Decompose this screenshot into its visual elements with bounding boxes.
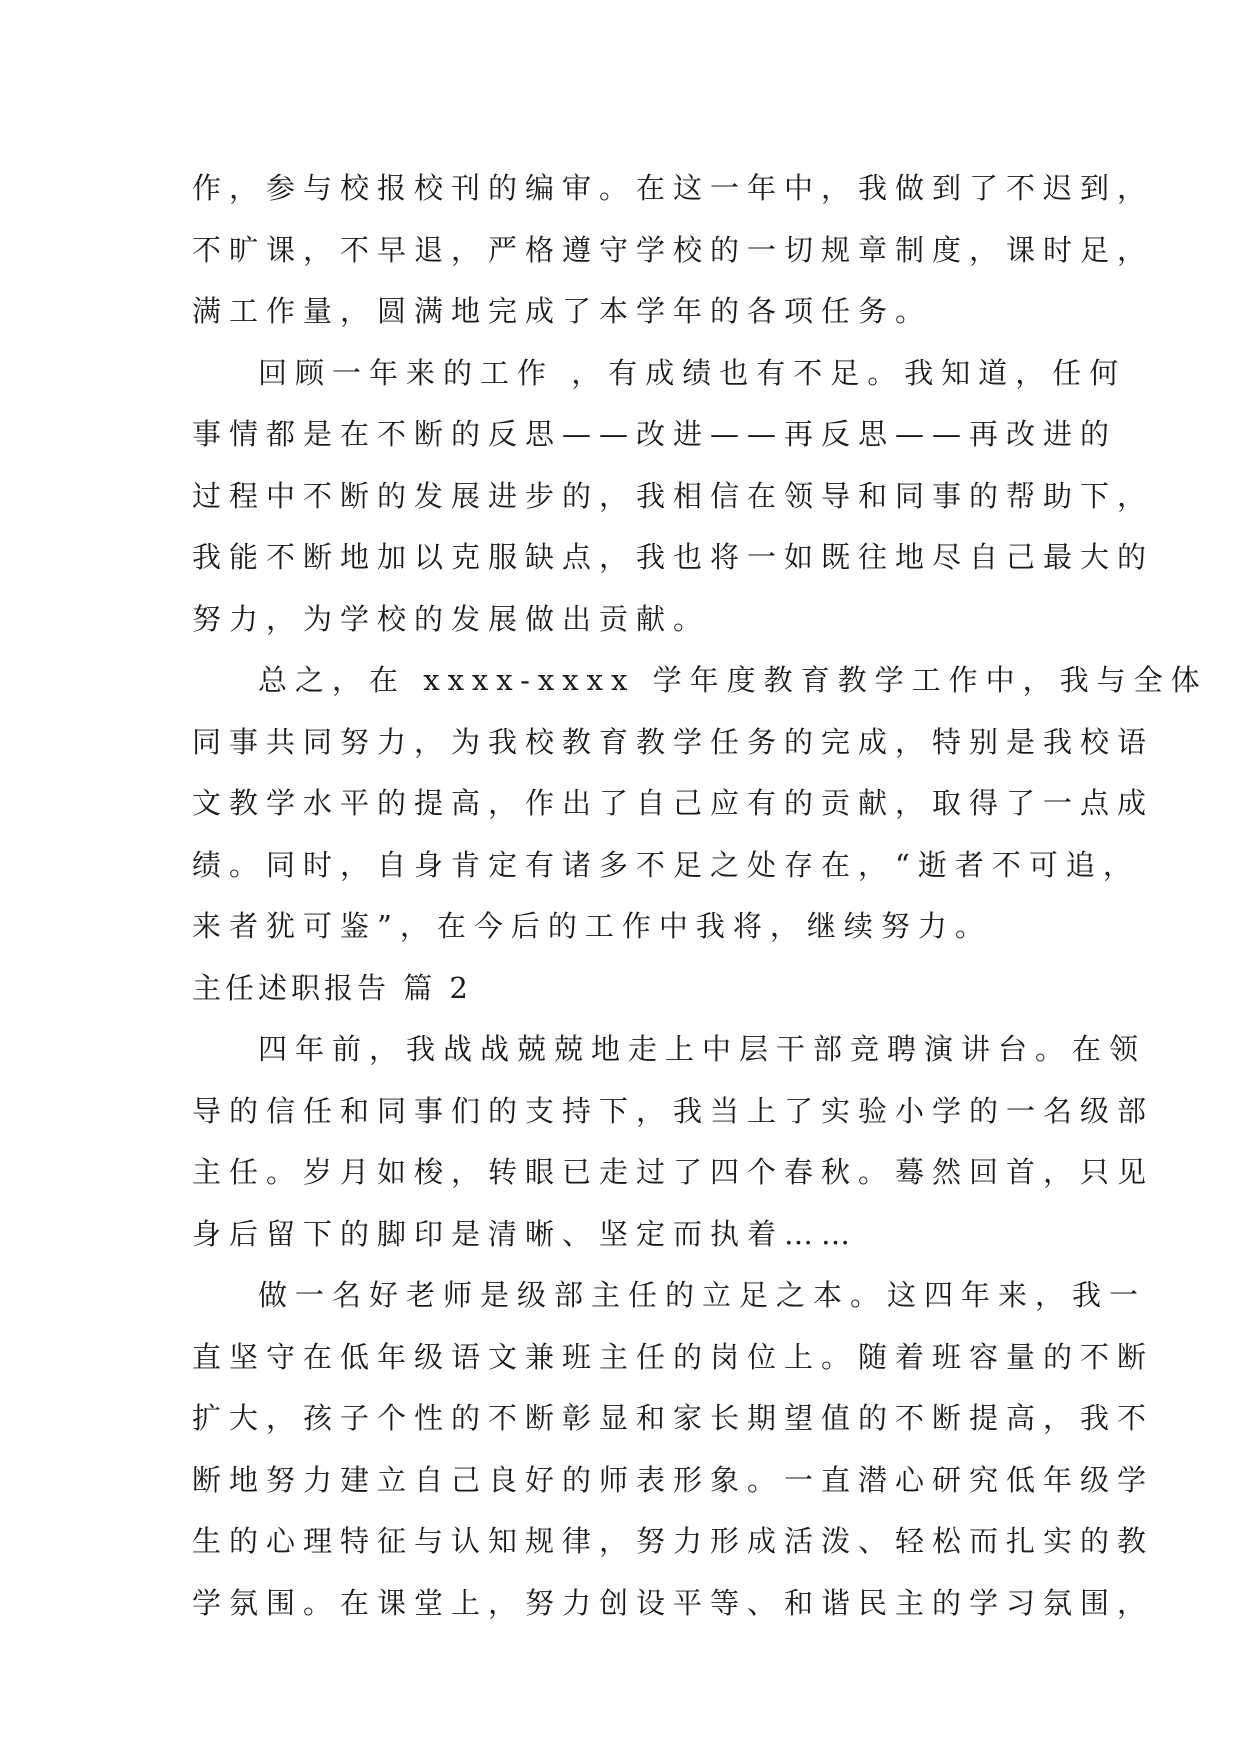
text-line: 导的信任和同事们的支持下，我当上了实验小学的一名级部	[192, 1093, 1155, 1128]
text-line: 扩大，孩子个性的不断彰显和家长期望值的不断提高，我不	[192, 1401, 1155, 1435]
paragraph-first-line: 总之，在 xxxx-xxxx 学年度教育教学工作中，我与全体	[258, 663, 1208, 697]
text-line: 来者犹可鉴”，在今后的工作中我将，继续努力。	[192, 909, 992, 943]
text-line: 作，参与校报校刊的编审。在这一年中，我做到了不迟到，	[192, 171, 1155, 205]
text-line: 生的心理特征与认知规律，努力形成活泼、轻松而扎实的教	[192, 1524, 1155, 1558]
text-line: 学氛围。在课堂上，努力创设平等、和谐民主的学习氛围，	[192, 1585, 1155, 1620]
text-line: 不旷课，不早退，严格遵守学校的一切规章制度，课时足，	[192, 232, 1155, 267]
text-line: 过程中不断的发展进步的，我相信在领导和同事的帮助下，	[192, 478, 1155, 513]
text-line: 断地努力建立自己良好的师表形象。一直潜心研究低年级学	[192, 1462, 1155, 1497]
text-line: 同事共同努力，为我校教育教学任务的完成，特别是我校语	[192, 724, 1155, 759]
paragraph-first-line: 四年前，我战战兢兢地走上中层干部竞聘演讲台。在领	[258, 1032, 1147, 1066]
section-heading: 主任述职报告 篇 2	[192, 970, 472, 1005]
text-line: 我能不断地加以克服缺点，我也将一如既往地尽自己最大的	[192, 540, 1155, 574]
text-line: 直坚守在低年级语文兼班主任的岗位上。随着班容量的不断	[192, 1339, 1155, 1374]
paragraph-first-line: 做一名好老师是级部主任的立足之本。这四年来，我一	[258, 1278, 1147, 1312]
text-line: 努力，为学校的发展做出贡献。	[192, 601, 711, 636]
text-line: 文教学水平的提高，作出了自己应有的贡献，取得了一点成	[192, 786, 1155, 820]
text-line: 主任。岁月如梭，转眼已走过了四个春秋。蓦然回首，只见	[192, 1155, 1155, 1189]
text-line: 满工作量，圆满地完成了本学年的各项任务。	[192, 294, 933, 328]
text-line: 绩。同时，自身肯定有诸多不足之处存在，“逝者不可追，	[192, 847, 1140, 882]
document-body	[192, 158, 1208, 1634]
text-line: 身后留下的脚印是清晰、坚定而执着……	[192, 1216, 859, 1251]
text-line: 事情都是在不断的反思——改进——再反思——再改进的	[192, 417, 1118, 451]
paragraph-first-line: 回顾一年来的工作 ，有成绩也有不足。我知道，任何	[258, 355, 1127, 390]
